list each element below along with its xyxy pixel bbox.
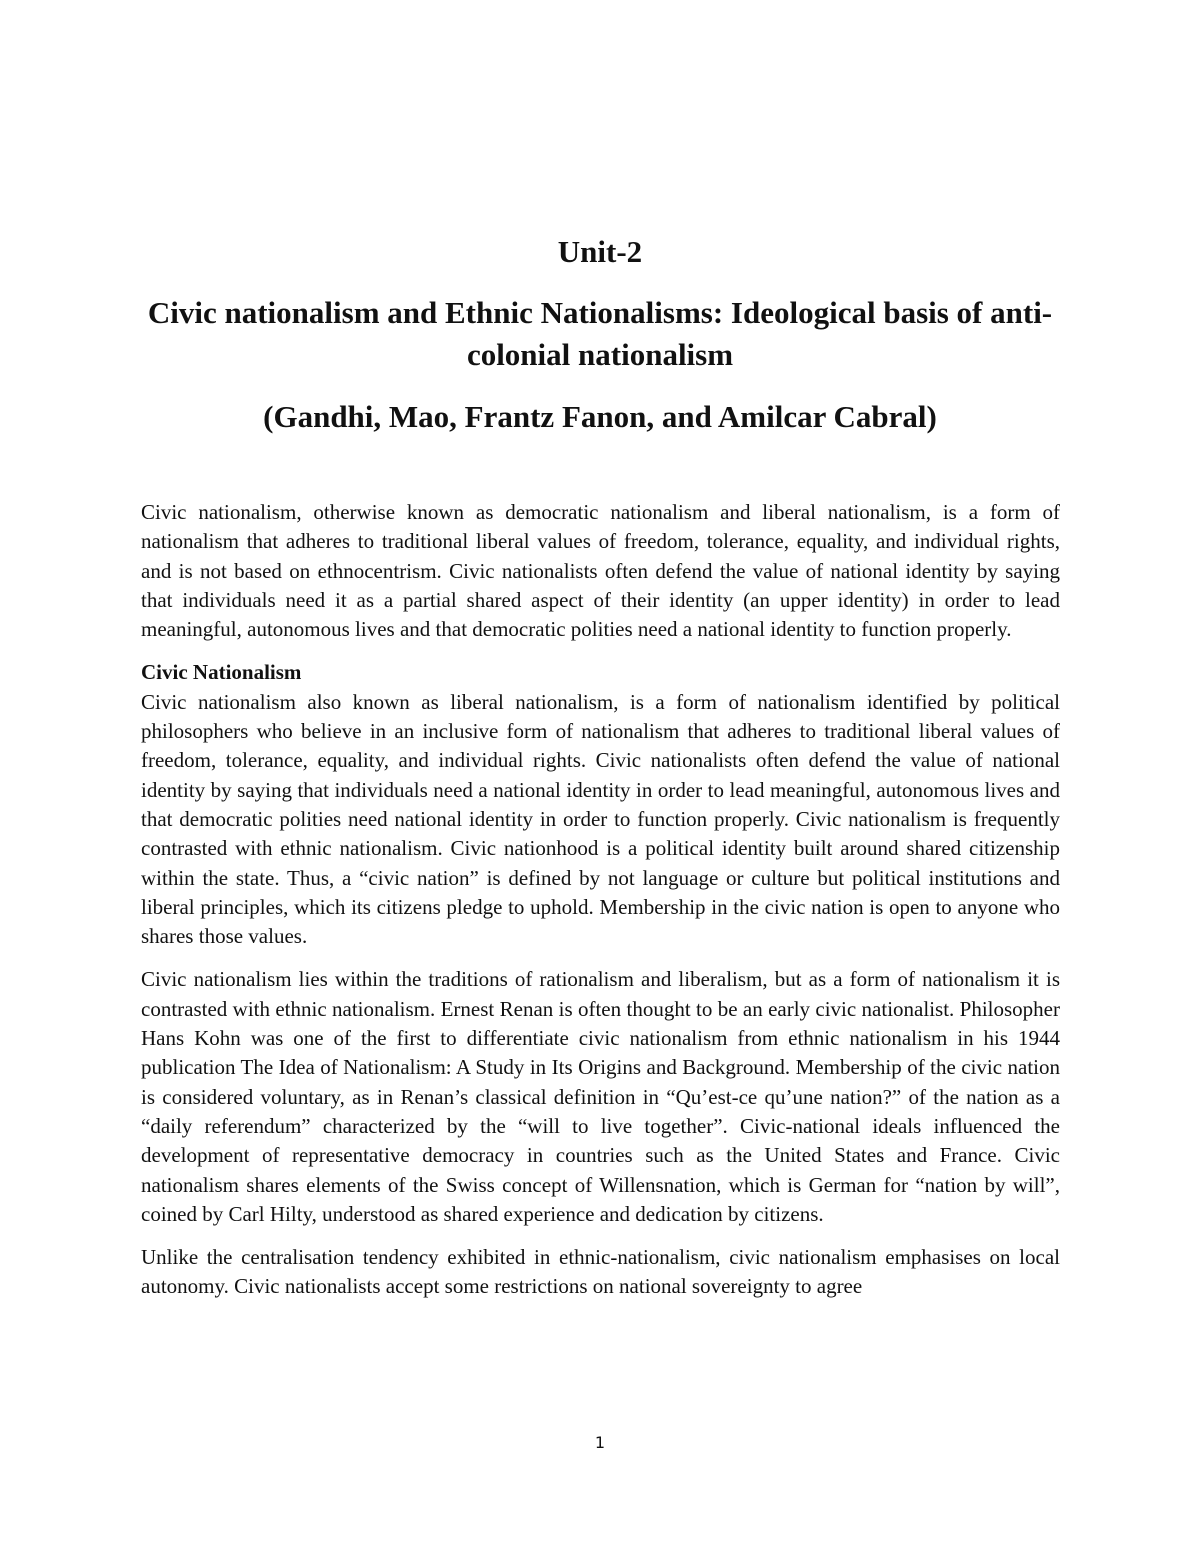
paragraph-2: Civic nationalism lies within the traditions of rationalism and liberalism, but as a form of nationalism it is contrasted with ethnic nationalism. Ernest Renan is often thought to be an early civic nationalist. Philosopher Hans Kohn was one of the first to differentiate civic nationalism from ethnic nationalism in his 1944 publication The Idea of Nationalism: A Study in Its Origins and Background. Membership of the civic nation is considered voluntary, as in Renan’s classical definition in “Qu’est-ce qu’une nation?” of the nation as a “daily referendum” characterized by the “will to live together”. Civic-national ideals influenced the development of representative democracy in countries such as the United States and France. Civic nationalism shares elements of the Swiss concept of Willensnation, which is German for “nation by will”, coined by Carl Hilty, understood as shared experience and dedication by citizens. (141, 967, 1060, 1226)
paragraph-3: Unlike the centralisation tendency exhibited in ethnic-nationalism, civic nationalism emphasises on local autonomy. Civic nationalists accept some restrictions on national sovereignty to agree (141, 1245, 1060, 1299)
document-title: Civic nationalism and Ethnic Nationalisms: Ideological basis of anti-colonial nationalism (147, 295, 1053, 372)
unit-heading: Unit-2 (557, 234, 643, 269)
body-text (141, 498, 1060, 1316)
intro-paragraph: Civic nationalism, otherwise known as democratic nationalism and liberal nationalism, is a form of nationalism that adheres to traditional liberal values of freedom, tolerance, equality, and individual rights, and is not based on ethnocentrism. Civic nationalists often defend the value of national identity by saying that individuals need it as a partial shared aspect of their identity (an upper identity) in order to lead meaningful, autonomous lives and that democratic polities need a national identity to function properly. (141, 500, 1060, 642)
document-subtitle: (Gandhi, Mao, Frantz Fanon, and Amilcar Cabral) (263, 399, 937, 434)
page-number: 1 (594, 1433, 606, 1452)
section-heading: Civic Nationalism (141, 660, 302, 685)
paragraph-1: Civic nationalism also known as liberal nationalism, is a form of nationalism identified by political philosophers who believe in an inclusive form of nationalism that adheres to traditional liberal values of freedom, tolerance, equality, and individual rights. Civic nationalists often defend the value of national identity by saying that individuals need a national identity in order to lead meaningful, autonomous lives and that democratic polities need national identity in order to function properly. Civic nationalism is frequently contrasted with ethnic nationalism. Civic nationhood is a political identity built around shared citizenship within the state. Thus, a “civic nation” is defined by not language or culture but political institutions and liberal principles, which its citizens pledge to uphold. Membership in the civic nation is open to anyone who shares those values. (141, 689, 1060, 949)
